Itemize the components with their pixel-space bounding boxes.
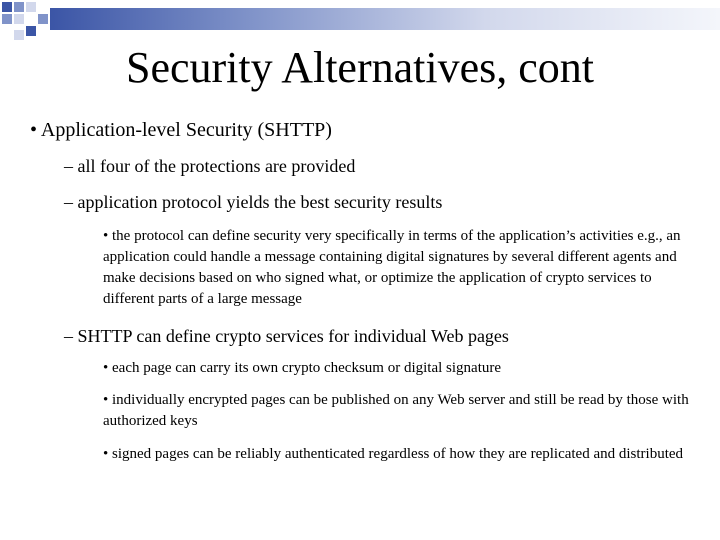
bullet-level3: • the protocol can define security very specifically in terms of the application’s activities e.g., an application could handle a message containing digital signatures by several different agents and make decisions based on who signed what, or optimize the application of crypto services to different parts of a large message bbox=[103, 228, 681, 307]
decor-square bbox=[14, 2, 24, 12]
decor-square bbox=[26, 26, 36, 36]
bullet-level3: • individually encrypted pages can be published on any Web server and still be read by those with authorized keys bbox=[103, 392, 689, 429]
decor-square bbox=[2, 14, 12, 24]
bullet-level3: • each page can carry its own crypto checksum or digital signature bbox=[103, 360, 502, 376]
decor-square bbox=[14, 14, 24, 24]
decor-square bbox=[2, 2, 12, 12]
decor-square bbox=[14, 30, 24, 40]
decorative-header-band bbox=[0, 0, 720, 48]
bullet-level2: – SHTTP can define crypto services for individual Web pages bbox=[64, 326, 509, 346]
bullet-level2: – all four of the protections are provided bbox=[64, 156, 356, 176]
decor-gradient-bar bbox=[50, 8, 720, 30]
bullet-level1: • Application-level Security (SHTTP) bbox=[30, 119, 332, 141]
bullet-level3: • signed pages can be reliably authenticated regardless of how they are replicated and distributed bbox=[103, 446, 684, 462]
slide-title: Security Alternatives, cont bbox=[126, 43, 594, 92]
bullet-level2: – application protocol yields the best security results bbox=[64, 192, 443, 212]
decor-square bbox=[38, 14, 48, 24]
decor-square bbox=[26, 2, 36, 12]
